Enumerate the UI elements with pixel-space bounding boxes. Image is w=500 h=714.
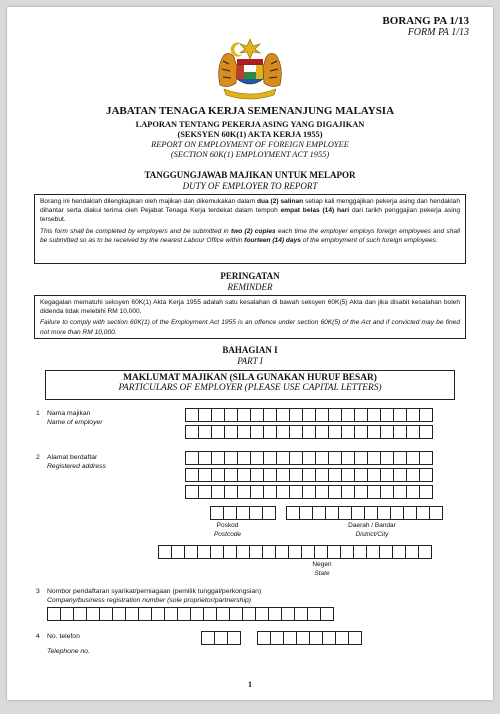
character-box[interactable] [171, 545, 185, 559]
character-box[interactable] [158, 545, 172, 559]
character-box[interactable] [288, 545, 302, 559]
character-box[interactable] [341, 485, 355, 499]
character-box[interactable] [201, 631, 215, 645]
character-box[interactable] [354, 408, 368, 422]
character-box[interactable] [392, 545, 406, 559]
character-box[interactable] [289, 485, 303, 499]
character-box[interactable] [327, 545, 341, 559]
character-box[interactable] [229, 607, 243, 621]
character-box[interactable] [237, 425, 251, 439]
character-box[interactable] [224, 408, 238, 422]
particulars-title-ms: MAKLUMAT MAJIKAN (SILA GUNAKAN HURUF BESAR) [123, 373, 377, 383]
character-box[interactable] [419, 408, 433, 422]
character-box[interactable] [351, 506, 365, 520]
address-input-row-3[interactable] [185, 485, 433, 499]
character-box[interactable] [299, 506, 313, 520]
state-input[interactable] [158, 545, 432, 559]
state-label: Negeri State [312, 561, 332, 577]
character-box[interactable] [341, 468, 355, 482]
district-city-input[interactable] [286, 506, 443, 520]
part-heading-ms: BAHAGIAN I [222, 345, 278, 355]
part-heading-en: PART I [237, 356, 263, 366]
character-box[interactable] [276, 485, 290, 499]
character-box[interactable] [380, 425, 394, 439]
registration-number-label: Nombor pendaftaran syarikat/perniagaan (pemilik tunggal/perkongsian) Company/business registration number (sole proprietor/partnership) [47, 588, 262, 604]
character-box[interactable] [185, 485, 199, 499]
character-box[interactable] [224, 468, 238, 482]
field-number: 2 [36, 454, 40, 461]
character-box[interactable] [275, 545, 289, 559]
duty-heading-en: DUTY OF EMPLOYER TO REPORT [182, 181, 318, 191]
form-code-ms: BORANG PA 1/13 [382, 15, 469, 27]
character-box[interactable] [211, 485, 225, 499]
character-box[interactable] [289, 425, 303, 439]
address-input-row-2[interactable] [185, 468, 433, 482]
character-box[interactable] [236, 506, 250, 520]
character-box[interactable] [315, 451, 329, 465]
character-box[interactable] [214, 631, 228, 645]
employer-name-label: Nama majikan Name of employer [47, 410, 103, 426]
character-box[interactable] [367, 425, 381, 439]
character-box[interactable] [73, 607, 87, 621]
character-box[interactable] [294, 607, 308, 621]
telephone-area-code-input[interactable] [201, 631, 241, 645]
character-box[interactable] [198, 425, 212, 439]
character-box[interactable] [224, 485, 238, 499]
character-box[interactable] [406, 485, 420, 499]
character-box[interactable] [328, 468, 342, 482]
character-box[interactable] [307, 607, 321, 621]
postcode-input[interactable] [210, 506, 276, 520]
character-box[interactable] [210, 506, 224, 520]
character-box[interactable] [263, 468, 277, 482]
character-box[interactable] [314, 545, 328, 559]
character-box[interactable] [237, 468, 251, 482]
character-box[interactable] [151, 607, 165, 621]
character-box[interactable] [289, 468, 303, 482]
character-box[interactable] [211, 468, 225, 482]
character-box[interactable] [47, 607, 61, 621]
character-box[interactable] [184, 545, 198, 559]
character-box[interactable] [353, 545, 367, 559]
character-box[interactable] [419, 468, 433, 482]
character-box[interactable] [211, 451, 225, 465]
character-box[interactable] [341, 408, 355, 422]
character-box[interactable] [250, 485, 264, 499]
character-box[interactable] [418, 545, 432, 559]
character-box[interactable] [224, 451, 238, 465]
character-box[interactable] [380, 408, 394, 422]
character-box[interactable] [276, 468, 290, 482]
page-number: 1 [248, 680, 252, 689]
reminder-heading-ms: PERINGATAN [220, 271, 280, 281]
character-box[interactable] [250, 425, 264, 439]
character-box[interactable] [281, 607, 295, 621]
character-box[interactable] [263, 451, 277, 465]
department-title: JABATAN TENAGA KERJA SEMENANJUNG MALAYSIA [105, 105, 395, 117]
character-box[interactable] [393, 408, 407, 422]
character-box[interactable] [405, 545, 419, 559]
duty-text-en: This form shall be completed by employers and be submitted in two (2) copies each time the employer employs foreign employees and shall be submitted so as to be received by the nearest Labour Office within fourteen (14) days of the employment of such foreign employees. [40, 227, 460, 244]
character-box[interactable] [263, 425, 277, 439]
field-number: 4 [36, 633, 40, 640]
character-box[interactable] [367, 451, 381, 465]
form-page [7, 7, 493, 700]
reminder-text-ms: Kegagalan mematuhi seksyen 60K(1) Akta Kerja 1955 adalah satu kesalahan di bawah seksyen 60K(5) Akta dan jika disabit kesalahan boleh didenda tidak melebihi RM 10,000. [40, 299, 460, 316]
character-box[interactable] [348, 631, 362, 645]
character-box[interactable] [263, 408, 277, 422]
character-box[interactable] [320, 607, 334, 621]
character-box[interactable] [276, 425, 290, 439]
character-box[interactable] [197, 545, 211, 559]
character-box[interactable] [328, 408, 342, 422]
character-box[interactable] [177, 607, 191, 621]
character-box[interactable] [198, 485, 212, 499]
character-box[interactable] [216, 607, 230, 621]
character-box[interactable] [340, 545, 354, 559]
duty-text-ms: Borang ini hendaklah dilengkapkan oleh majikan dan dikemukakan dalam dua (2) salinan setiap kali menggajikan pekerja asing dan hendaklah dihantar serta diakui terima oleh Pejabat Tenaga Kerja terdekat dalam tempoh empat belas (14) hari dari tarikh penggajian pekerja asing tersebut. [40, 198, 460, 224]
section-en: (SECTION 60K(1) EMPLOYMENT ACT 1955) [170, 150, 330, 159]
field-number: 3 [36, 588, 40, 595]
character-box[interactable] [250, 451, 264, 465]
character-box[interactable] [367, 408, 381, 422]
character-box[interactable] [283, 631, 297, 645]
character-box[interactable] [289, 408, 303, 422]
character-box[interactable] [419, 485, 433, 499]
reminder-text-en: Failure to comply with section 60K(1) of the Employment Act 1955 is an offence under section 60K(5) of the Act and if convicted may be fined not more than RM 10,000. [40, 319, 460, 336]
character-box[interactable] [138, 607, 152, 621]
character-box[interactable] [309, 631, 323, 645]
report-title-en: REPORT ON EMPLOYMENT OF FOREIGN EMPLOYEE [151, 140, 349, 149]
character-box[interactable] [263, 485, 277, 499]
report-title-ms: LAPORAN TENTANG PEKERJA ASING YANG DIGAJIKAN [135, 120, 365, 129]
character-box[interactable] [302, 485, 316, 499]
character-box[interactable] [315, 408, 329, 422]
character-box[interactable] [380, 468, 394, 482]
character-box[interactable] [257, 631, 271, 645]
character-box[interactable] [302, 451, 316, 465]
character-box[interactable] [315, 468, 329, 482]
character-box[interactable] [301, 545, 315, 559]
character-box[interactable] [250, 468, 264, 482]
section-ms: (SEKSYEN 60K(1) AKTA KERJA 1955) [177, 130, 323, 139]
character-box[interactable] [419, 451, 433, 465]
postcode-label: Poskod Postcode [213, 522, 242, 538]
character-box[interactable] [380, 485, 394, 499]
character-box[interactable] [379, 545, 393, 559]
reminder-notice-box [34, 295, 466, 339]
character-box[interactable] [354, 451, 368, 465]
character-box[interactable] [198, 408, 212, 422]
character-box[interactable] [406, 425, 420, 439]
form-code [382, 15, 469, 38]
telephone-number-input[interactable] [257, 631, 362, 645]
character-box[interactable] [296, 631, 310, 645]
district-city-label: Daerah / Bandar District/City [348, 522, 396, 538]
employer-name-input-row-2[interactable] [185, 425, 433, 439]
character-box[interactable] [393, 451, 407, 465]
character-box[interactable] [270, 631, 284, 645]
character-box[interactable] [211, 408, 225, 422]
character-box[interactable] [315, 425, 329, 439]
character-box[interactable] [211, 425, 225, 439]
character-box[interactable] [236, 545, 250, 559]
character-box[interactable] [99, 607, 113, 621]
character-box[interactable] [286, 506, 300, 520]
character-box[interactable] [268, 607, 282, 621]
character-box[interactable] [249, 506, 263, 520]
character-box[interactable] [276, 451, 290, 465]
telephone-label: No. telefon [47, 633, 80, 640]
character-box[interactable] [429, 506, 443, 520]
character-box[interactable] [262, 545, 276, 559]
registration-number-input[interactable] [47, 607, 334, 621]
employer-name-input-row-1[interactable] [185, 408, 433, 422]
character-box[interactable] [185, 468, 199, 482]
coat-of-arms-emblem [210, 37, 290, 101]
character-box[interactable] [203, 607, 217, 621]
character-box[interactable] [322, 631, 336, 645]
character-box[interactable] [249, 545, 263, 559]
character-box[interactable] [237, 485, 251, 499]
character-box[interactable] [393, 485, 407, 499]
character-box[interactable] [393, 425, 407, 439]
duty-heading-ms: TANGGUNGJAWAB MAJIKAN UNTUK MELAPOR [144, 170, 356, 180]
character-box[interactable] [237, 408, 251, 422]
particulars-title-en: PARTICULARS OF EMPLOYER (PLEASE USE CAPITAL LETTERS) [118, 383, 382, 393]
field-number: 1 [36, 410, 40, 417]
character-box[interactable] [341, 425, 355, 439]
character-box[interactable] [335, 631, 349, 645]
character-box[interactable] [60, 607, 74, 621]
character-box[interactable] [262, 506, 276, 520]
character-box[interactable] [223, 506, 237, 520]
character-box[interactable] [312, 506, 326, 520]
character-box[interactable] [210, 545, 224, 559]
character-box[interactable] [366, 545, 380, 559]
character-box[interactable] [227, 631, 241, 645]
character-box[interactable] [338, 506, 352, 520]
duty-notice-box [34, 194, 466, 264]
character-box[interactable] [367, 468, 381, 482]
character-box[interactable] [185, 425, 199, 439]
character-box[interactable] [393, 468, 407, 482]
character-box[interactable] [242, 607, 256, 621]
character-box[interactable] [190, 607, 204, 621]
character-box[interactable] [403, 506, 417, 520]
character-box[interactable] [416, 506, 430, 520]
character-box[interactable] [198, 468, 212, 482]
form-code-en: FORM PA 1/13 [407, 27, 469, 38]
character-box[interactable] [289, 451, 303, 465]
character-box[interactable] [302, 425, 316, 439]
character-box[interactable] [390, 506, 404, 520]
character-box[interactable] [328, 485, 342, 499]
character-box[interactable] [354, 468, 368, 482]
character-box[interactable] [315, 485, 329, 499]
reminder-heading-en: REMINDER [227, 282, 273, 292]
character-box[interactable] [250, 408, 264, 422]
character-box[interactable] [164, 607, 178, 621]
character-box[interactable] [325, 506, 339, 520]
character-box[interactable] [406, 408, 420, 422]
character-box[interactable] [354, 485, 368, 499]
character-box[interactable] [302, 468, 316, 482]
character-box[interactable] [406, 468, 420, 482]
character-box[interactable] [185, 451, 199, 465]
address-input-row-1[interactable] [185, 451, 433, 465]
character-box[interactable] [328, 451, 342, 465]
character-box[interactable] [224, 425, 238, 439]
character-box[interactable] [406, 451, 420, 465]
character-box[interactable] [198, 451, 212, 465]
character-box[interactable] [255, 607, 269, 621]
character-box[interactable] [302, 408, 316, 422]
character-box[interactable] [364, 506, 378, 520]
character-box[interactable] [419, 425, 433, 439]
character-box[interactable] [185, 408, 199, 422]
character-box[interactable] [223, 545, 237, 559]
character-box[interactable] [237, 451, 251, 465]
character-box[interactable] [341, 451, 355, 465]
telephone-label-en: Telephone no. [47, 648, 90, 655]
character-box[interactable] [377, 506, 391, 520]
character-box[interactable] [276, 408, 290, 422]
character-box[interactable] [328, 425, 342, 439]
registered-address-label: Alamat berdaftar Registered address [47, 454, 106, 470]
character-box[interactable] [112, 607, 126, 621]
character-box[interactable] [367, 485, 381, 499]
character-box[interactable] [380, 451, 394, 465]
character-box[interactable] [125, 607, 139, 621]
character-box[interactable] [354, 425, 368, 439]
character-box[interactable] [86, 607, 100, 621]
employer-particulars-box [45, 370, 455, 400]
